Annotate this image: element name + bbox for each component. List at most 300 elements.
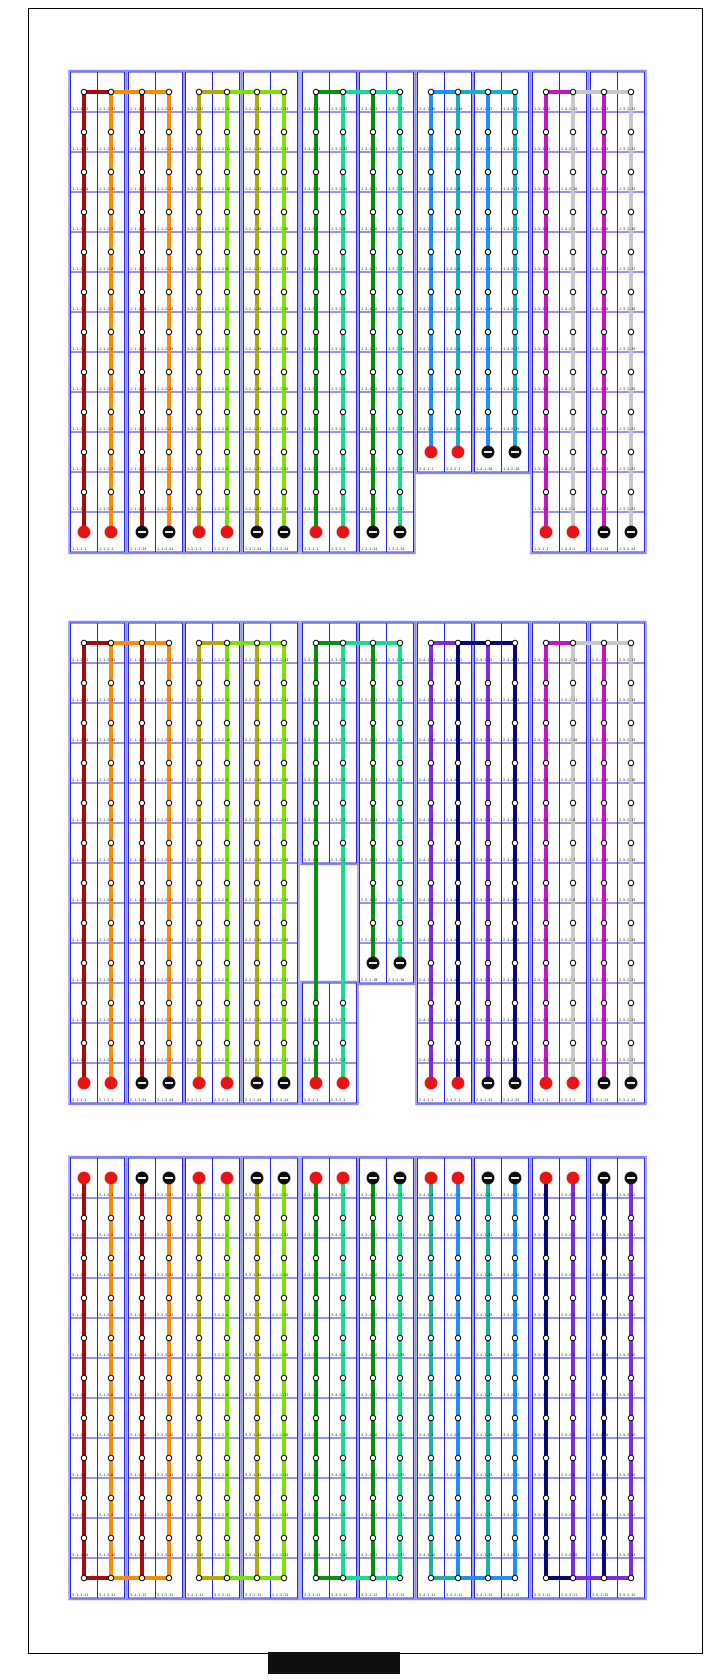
module-node bbox=[370, 760, 375, 765]
module-node bbox=[340, 640, 345, 645]
module-node bbox=[81, 1375, 86, 1380]
module-label: 1.3.2.1 bbox=[331, 546, 346, 551]
module-node bbox=[166, 129, 171, 134]
module-node bbox=[485, 129, 490, 134]
module-label: 1.2.2.17 bbox=[272, 266, 289, 271]
module-label: 3.5.1.17 bbox=[592, 1392, 609, 1397]
module-label: 3.5.2.4 bbox=[561, 1312, 576, 1317]
module-node bbox=[628, 129, 633, 134]
module-node bbox=[81, 209, 86, 214]
module-label: 3.3.2.21 bbox=[388, 1232, 405, 1237]
module-label: 2.1.2.8 bbox=[99, 817, 114, 822]
module-node bbox=[543, 329, 548, 334]
footer-title-bar bbox=[268, 1652, 400, 1674]
module-node bbox=[139, 329, 144, 334]
module-node bbox=[166, 800, 171, 805]
positive-terminal bbox=[221, 526, 234, 539]
module-label: 1.5.2.7 bbox=[561, 306, 576, 311]
module-node bbox=[428, 1040, 433, 1045]
module-label: 3.2.1.5 bbox=[187, 1352, 202, 1357]
module-node bbox=[196, 960, 201, 965]
module-node bbox=[139, 1415, 144, 1420]
module-label: 1.3.1.9 bbox=[304, 226, 319, 231]
module-label: 1.3.1.15 bbox=[361, 186, 378, 191]
module-node bbox=[455, 129, 460, 134]
module-label: 2.1.1.11 bbox=[72, 697, 89, 702]
module-node bbox=[340, 449, 345, 454]
module-node bbox=[224, 1455, 229, 1460]
module-label: 3.3.2.9 bbox=[331, 1512, 346, 1517]
module-node bbox=[428, 1535, 433, 1540]
module-node bbox=[196, 800, 201, 805]
module-node bbox=[397, 129, 402, 134]
module-node bbox=[370, 449, 375, 454]
module-node bbox=[601, 89, 606, 94]
module-node bbox=[224, 449, 229, 454]
module-node bbox=[601, 209, 606, 214]
module-label: 2.5.2.14 bbox=[619, 697, 636, 702]
module-label: 1.1.2.5 bbox=[99, 386, 114, 391]
module-label: 2.5.2.20 bbox=[619, 937, 636, 942]
module-label: 1.5.1.4 bbox=[534, 426, 549, 431]
positive-terminal bbox=[425, 446, 438, 459]
module-node bbox=[370, 409, 375, 414]
module-label: 2.3.1.18 bbox=[361, 977, 378, 982]
module-node bbox=[570, 1295, 575, 1300]
module-label: 3.4.2.20 bbox=[503, 1272, 520, 1277]
module-node bbox=[166, 169, 171, 174]
module-label: 1.1.2.7 bbox=[99, 306, 114, 311]
module-node bbox=[485, 960, 490, 965]
module-label: 3.3.2.10 bbox=[331, 1552, 348, 1557]
module-label: 3.1.2.9 bbox=[99, 1512, 114, 1517]
module-label: 3.4.1.11 bbox=[419, 1592, 436, 1597]
module-node bbox=[370, 169, 375, 174]
module-node bbox=[370, 1295, 375, 1300]
positive-terminal bbox=[452, 1172, 465, 1185]
module-node bbox=[139, 1255, 144, 1260]
module-label: 1.5.2.9 bbox=[561, 226, 576, 231]
module-label: 2.4.2.4 bbox=[446, 977, 461, 982]
module-node bbox=[313, 1215, 318, 1220]
module-node bbox=[340, 1335, 345, 1340]
module-label: 2.5.2.18 bbox=[619, 857, 636, 862]
module-node bbox=[196, 489, 201, 494]
module-node bbox=[166, 1495, 171, 1500]
module-label: 2.3.2.2 bbox=[331, 1057, 346, 1062]
module-label: 2.2.2.24 bbox=[272, 1097, 289, 1102]
module-node bbox=[543, 840, 548, 845]
module-label: 1.2.2.7 bbox=[214, 306, 229, 311]
module-node bbox=[601, 680, 606, 685]
module-label: 2.3.1.11 bbox=[361, 697, 378, 702]
module-label: 3.1.1.8 bbox=[72, 1472, 87, 1477]
module-node bbox=[601, 920, 606, 925]
module-label: 1.1.2.21 bbox=[157, 426, 174, 431]
module-node bbox=[428, 89, 433, 94]
module-node bbox=[628, 760, 633, 765]
module-label: 2.3.1.3 bbox=[304, 1017, 319, 1022]
module-node bbox=[601, 409, 606, 414]
module-node bbox=[139, 1495, 144, 1500]
module-node bbox=[313, 1575, 318, 1580]
module-label: 2.1.2.3 bbox=[99, 1017, 114, 1022]
module-label: 3.4.2.11 bbox=[446, 1592, 463, 1597]
positive-terminal bbox=[452, 1077, 465, 1090]
module-label: 3.3.2.11 bbox=[331, 1592, 348, 1597]
module-node bbox=[601, 1455, 606, 1460]
module-node bbox=[313, 409, 318, 414]
module-label: 1.3.1.4 bbox=[304, 426, 319, 431]
module-node bbox=[370, 640, 375, 645]
module-node bbox=[512, 89, 517, 94]
module-node bbox=[628, 209, 633, 214]
module-node bbox=[370, 129, 375, 134]
module-label: 1.1.1.17 bbox=[130, 266, 147, 271]
module-node bbox=[512, 920, 517, 925]
module-label: 2.5.1.2 bbox=[534, 1057, 549, 1062]
module-node bbox=[512, 800, 517, 805]
module-label: 2.1.1.2 bbox=[72, 1057, 87, 1062]
module-label: 3.3.1.21 bbox=[361, 1232, 378, 1237]
module-label: 3.5.2.9 bbox=[561, 1512, 576, 1517]
module-label: 1.4.1.15 bbox=[476, 266, 493, 271]
module-label: 2.5.2.10 bbox=[561, 737, 578, 742]
module-label: 2.3.1.2 bbox=[304, 1057, 319, 1062]
module-label: 1.2.2.19 bbox=[272, 346, 289, 351]
module-label: 2.3.1.13 bbox=[361, 777, 378, 782]
module-label: 2.2.1.24 bbox=[245, 1097, 262, 1102]
module-node bbox=[340, 840, 345, 845]
module-node bbox=[224, 89, 229, 94]
module-label: 3.5.1.6 bbox=[534, 1392, 549, 1397]
module-node bbox=[543, 129, 548, 134]
module-label: 1.5.2.2 bbox=[561, 506, 576, 511]
module-label: 2.4.1.15 bbox=[476, 737, 493, 742]
module-node bbox=[313, 209, 318, 214]
module-label: 2.3.1.5 bbox=[304, 817, 319, 822]
module-node bbox=[254, 960, 259, 965]
module-label: 2.1.2.7 bbox=[99, 857, 114, 862]
module-node bbox=[108, 1495, 113, 1500]
module-label: 2.2.2.7 bbox=[214, 857, 229, 862]
module-node bbox=[166, 920, 171, 925]
module-node bbox=[543, 1215, 548, 1220]
module-label: 2.5.2.19 bbox=[619, 897, 636, 902]
module-node bbox=[196, 89, 201, 94]
module-label: 1.4.1.18 bbox=[476, 386, 493, 391]
module-node bbox=[543, 760, 548, 765]
module-node bbox=[254, 760, 259, 765]
module-node bbox=[196, 840, 201, 845]
module-label: 1.1.1.9 bbox=[72, 226, 87, 231]
module-label: 3.2.1.12 bbox=[245, 1592, 262, 1597]
module-label: 1.3.1.10 bbox=[304, 186, 321, 191]
module-node bbox=[455, 209, 460, 214]
module-node bbox=[340, 329, 345, 334]
module-node bbox=[370, 369, 375, 374]
module-node bbox=[139, 1040, 144, 1045]
module-label: 2.1.2.24 bbox=[157, 1097, 174, 1102]
module-node bbox=[455, 640, 460, 645]
module-node bbox=[254, 289, 259, 294]
module-node bbox=[340, 1000, 345, 1005]
module-label: 2.4.2.11 bbox=[446, 697, 463, 702]
module-node bbox=[196, 369, 201, 374]
module-label: 3.1.1.10 bbox=[72, 1552, 89, 1557]
module-label: 3.3.2.19 bbox=[388, 1312, 405, 1317]
module-label: 1.4.1.7 bbox=[419, 226, 434, 231]
module-node bbox=[224, 720, 229, 725]
module-label: 2.2.2.9 bbox=[214, 777, 229, 782]
module-label: 2.5.1.23 bbox=[592, 1057, 609, 1062]
module-node bbox=[340, 209, 345, 214]
module-node bbox=[108, 129, 113, 134]
module-label: 2.2.2.13 bbox=[272, 657, 289, 662]
module-label: 3.5.1.8 bbox=[534, 1472, 549, 1477]
module-label: 2.1.2.11 bbox=[99, 697, 116, 702]
module-label: 1.5.2.23 bbox=[619, 506, 636, 511]
module-label: 2.1.2.15 bbox=[157, 737, 174, 742]
module-node bbox=[108, 680, 113, 685]
module-label: 2.3.1.15 bbox=[361, 857, 378, 862]
module-label: 1.5.1.15 bbox=[592, 186, 609, 191]
module-label: 3.5.1.11 bbox=[534, 1592, 551, 1597]
module-node bbox=[81, 369, 86, 374]
module-label: 2.2.1.16 bbox=[245, 777, 262, 782]
module-node bbox=[224, 1575, 229, 1580]
module-node bbox=[512, 1215, 517, 1220]
module-node bbox=[628, 1455, 633, 1460]
module-label: 3.5.1.14 bbox=[592, 1512, 609, 1517]
module-label: 1.2.2.16 bbox=[272, 226, 289, 231]
module-label: 3.2.2.16 bbox=[272, 1432, 289, 1437]
module-label: 2.4.2.17 bbox=[503, 817, 520, 822]
module-label: 3.3.1.15 bbox=[361, 1472, 378, 1477]
module-node bbox=[313, 1415, 318, 1420]
module-label: 3.5.1.7 bbox=[534, 1432, 549, 1437]
module-node bbox=[108, 329, 113, 334]
module-label: 2.5.1.21 bbox=[592, 977, 609, 982]
module-node bbox=[455, 760, 460, 765]
module-label: 3.1.1.21 bbox=[130, 1232, 147, 1237]
module-node bbox=[543, 1295, 548, 1300]
module-label: 1.4.1.3 bbox=[419, 386, 434, 391]
module-label: 1.2.2.14 bbox=[272, 146, 289, 151]
module-label: 3.1.2.7 bbox=[99, 1432, 114, 1437]
module-label: 2.3.1.7 bbox=[304, 737, 319, 742]
module-label: 1.5.2.14 bbox=[619, 146, 636, 151]
module-node bbox=[166, 1215, 171, 1220]
module-node bbox=[397, 1535, 402, 1540]
module-label: 2.3.2.6 bbox=[331, 777, 346, 782]
module-node bbox=[485, 1455, 490, 1460]
module-label: 1.5.1.10 bbox=[534, 186, 551, 191]
module-label: 2.5.1.6 bbox=[534, 897, 549, 902]
module-node bbox=[81, 449, 86, 454]
module-node bbox=[485, 169, 490, 174]
positive-terminal bbox=[193, 526, 206, 539]
module-node bbox=[485, 1040, 490, 1045]
module-label: 2.2.2.20 bbox=[272, 937, 289, 942]
module-node bbox=[397, 1455, 402, 1460]
module-label: 3.3.1.19 bbox=[361, 1312, 378, 1317]
module-label: 2.5.1.14 bbox=[592, 697, 609, 702]
module-label: 2.4.2.16 bbox=[503, 777, 520, 782]
positive-terminal bbox=[193, 1172, 206, 1185]
module-node bbox=[81, 329, 86, 334]
module-node bbox=[628, 1215, 633, 1220]
module-node bbox=[281, 1455, 286, 1460]
module-node bbox=[196, 640, 201, 645]
module-node bbox=[166, 680, 171, 685]
module-node bbox=[428, 720, 433, 725]
module-label: 1.5.1.2 bbox=[534, 506, 549, 511]
module-node bbox=[543, 449, 548, 454]
module-label: 1.3.2.11 bbox=[331, 146, 348, 151]
module-node bbox=[139, 1535, 144, 1540]
module-label: 2.3.2.7 bbox=[331, 737, 346, 742]
module-label: 1.2.1.18 bbox=[245, 306, 262, 311]
module-node bbox=[370, 209, 375, 214]
module-label: 2.2.1.2 bbox=[187, 1057, 202, 1062]
module-label: 3.2.2.14 bbox=[272, 1512, 289, 1517]
module-label: 3.4.1.9 bbox=[419, 1512, 434, 1517]
module-label: 2.2.2.11 bbox=[214, 697, 231, 702]
module-node bbox=[81, 680, 86, 685]
module-label: 3.2.2.20 bbox=[272, 1272, 289, 1277]
module-label: 1.5.2.16 bbox=[619, 226, 636, 231]
module-node bbox=[81, 1295, 86, 1300]
block-3 bbox=[69, 1157, 646, 1600]
module-label: 2.4.2.15 bbox=[503, 737, 520, 742]
module-label: 2.5.2.11 bbox=[561, 697, 578, 702]
module-label: 2.4.2.12 bbox=[446, 657, 463, 662]
module-node bbox=[543, 489, 548, 494]
module-label: 2.3.1.8 bbox=[304, 697, 319, 702]
module-label: 3.1.2.19 bbox=[157, 1312, 174, 1317]
module-label: 1.1.1.13 bbox=[130, 106, 147, 111]
module-label: 2.4.2.10 bbox=[446, 737, 463, 742]
module-node bbox=[340, 409, 345, 414]
module-label: 1.3.1.6 bbox=[304, 346, 319, 351]
module-node bbox=[428, 920, 433, 925]
module-node bbox=[139, 89, 144, 94]
module-node bbox=[455, 409, 460, 414]
module-label: 3.4.1.17 bbox=[476, 1392, 493, 1397]
module-label: 3.2.2.10 bbox=[214, 1552, 231, 1557]
module-node bbox=[512, 289, 517, 294]
module-node bbox=[224, 1040, 229, 1045]
module-node bbox=[196, 1000, 201, 1005]
module-label: 1.4.1.2 bbox=[419, 426, 434, 431]
module-label: 1.2.2.22 bbox=[272, 466, 289, 471]
module-label: 1.4.2.5 bbox=[446, 306, 461, 311]
module-node bbox=[397, 1295, 402, 1300]
module-label: 3.2.1.11 bbox=[187, 1592, 204, 1597]
module-node bbox=[455, 369, 460, 374]
module-node bbox=[196, 169, 201, 174]
module-node bbox=[108, 640, 113, 645]
module-node bbox=[224, 489, 229, 494]
module-node bbox=[81, 1040, 86, 1045]
module-node bbox=[628, 169, 633, 174]
module-node bbox=[570, 1335, 575, 1340]
module-node bbox=[224, 1535, 229, 1540]
module-label: 3.5.2.12 bbox=[619, 1592, 636, 1597]
module-label: 1.2.1.6 bbox=[187, 346, 202, 351]
module-label: 3.4.1.5 bbox=[419, 1352, 434, 1357]
module-node bbox=[397, 289, 402, 294]
module-label: 3.5.1.10 bbox=[534, 1552, 551, 1557]
module-node bbox=[81, 409, 86, 414]
module-node bbox=[397, 169, 402, 174]
module-node bbox=[166, 880, 171, 885]
module-node bbox=[397, 1575, 402, 1580]
module-node bbox=[628, 880, 633, 885]
module-label: 3.1.2.10 bbox=[99, 1552, 116, 1557]
module-node bbox=[340, 760, 345, 765]
module-node bbox=[397, 800, 402, 805]
module-label: 3.5.1.18 bbox=[592, 1352, 609, 1357]
module-node bbox=[166, 329, 171, 334]
module-node bbox=[224, 1000, 229, 1005]
module-label: 3.4.2.15 bbox=[503, 1472, 520, 1477]
module-label: 1.2.1.21 bbox=[245, 426, 262, 431]
module-label: 2.1.2.4 bbox=[99, 977, 114, 982]
module-node bbox=[370, 1375, 375, 1380]
module-label: 3.1.2.1 bbox=[99, 1192, 114, 1197]
module-node bbox=[512, 369, 517, 374]
module-node bbox=[628, 1495, 633, 1500]
module-node bbox=[224, 1415, 229, 1420]
module-label: 3.5.2.2 bbox=[561, 1232, 576, 1237]
module-label: 1.5.2.18 bbox=[619, 306, 636, 311]
module-label: 2.5.1.15 bbox=[592, 737, 609, 742]
module-node bbox=[340, 1295, 345, 1300]
module-node bbox=[254, 800, 259, 805]
module-node bbox=[196, 1575, 201, 1580]
module-node bbox=[570, 1255, 575, 1260]
module-label: 1.5.2.8 bbox=[561, 266, 576, 271]
module-node bbox=[570, 1000, 575, 1005]
module-label: 1.5.2.5 bbox=[561, 386, 576, 391]
module-label: 3.2.2.3 bbox=[214, 1272, 229, 1277]
module-label: 1.3.2.18 bbox=[388, 306, 405, 311]
module-node bbox=[254, 1295, 259, 1300]
module-label: 3.3.2.22 bbox=[388, 1192, 405, 1197]
module-label: 3.5.2.19 bbox=[619, 1312, 636, 1317]
positive-terminal bbox=[310, 1172, 323, 1185]
module-label: 1.2.1.7 bbox=[187, 306, 202, 311]
module-label: 3.5.2.10 bbox=[561, 1552, 578, 1557]
module-node bbox=[224, 1215, 229, 1220]
module-node bbox=[166, 1375, 171, 1380]
module-node bbox=[370, 289, 375, 294]
module-node bbox=[628, 1415, 633, 1420]
module-node bbox=[370, 1575, 375, 1580]
module-label: 3.1.2.16 bbox=[157, 1432, 174, 1437]
module-node bbox=[254, 1215, 259, 1220]
module-node bbox=[428, 1415, 433, 1420]
module-node bbox=[512, 169, 517, 174]
module-label: 2.2.1.17 bbox=[245, 817, 262, 822]
module-node bbox=[254, 369, 259, 374]
module-label: 3.1.1.7 bbox=[72, 1432, 87, 1437]
module-label: 2.4.1.5 bbox=[419, 937, 434, 942]
module-node bbox=[139, 409, 144, 414]
module-node bbox=[196, 1295, 201, 1300]
